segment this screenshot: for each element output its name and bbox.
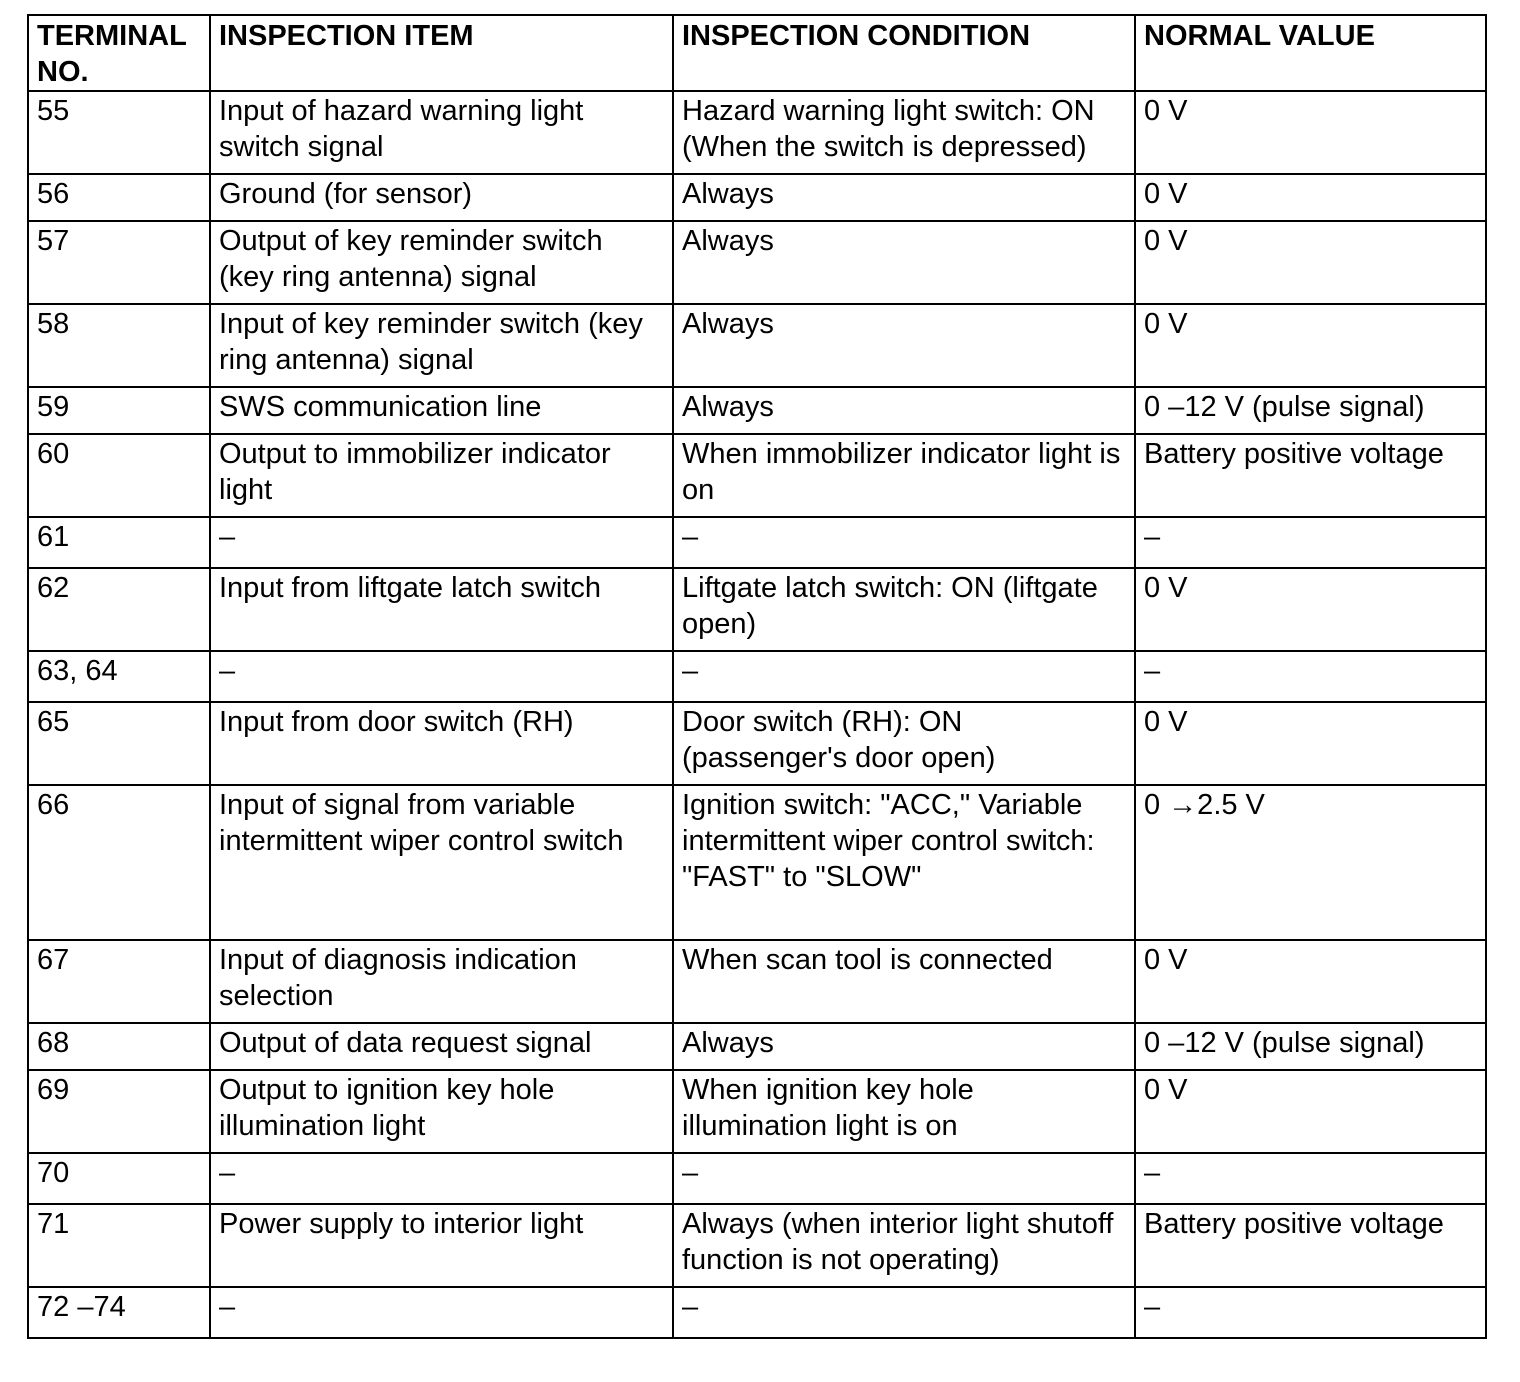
terminal-cell: 67 xyxy=(28,940,210,1023)
value-cell: 0 →2.5 V xyxy=(1135,785,1486,940)
value-cell: 0 V xyxy=(1135,702,1486,785)
item-cell: Output to immobilizer indicator light xyxy=(210,434,673,517)
terminal-cell: 55 xyxy=(28,91,210,174)
terminal-cell: 63, 64 xyxy=(28,651,210,702)
condition-cell: Ignition switch: "ACC," Variable intermittent wiper control switch: "FAST" to "SLOW" xyxy=(673,785,1135,940)
condition-cell: Always xyxy=(673,221,1135,304)
terminal-cell: 56 xyxy=(28,174,210,221)
header-terminal-no: TERMINAL NO. xyxy=(28,15,210,91)
value-cell: Battery positive voltage xyxy=(1135,434,1486,517)
inspection-table xyxy=(27,14,1487,1339)
terminal-cell: 69 xyxy=(28,1070,210,1153)
value-cell: 0 V xyxy=(1135,91,1486,174)
table-row xyxy=(28,785,1486,940)
table-row xyxy=(28,1204,1486,1287)
terminal-cell: 59 xyxy=(28,387,210,434)
terminal-cell: 61 xyxy=(28,517,210,568)
table-row xyxy=(28,434,1486,517)
value-cell: 0 V xyxy=(1135,568,1486,651)
value-cell: 0 V xyxy=(1135,304,1486,387)
table-row xyxy=(28,702,1486,785)
table-row xyxy=(28,304,1486,387)
condition-cell: When scan tool is connected xyxy=(673,940,1135,1023)
table-row xyxy=(28,387,1486,434)
item-cell: Output of data request signal xyxy=(210,1023,673,1070)
terminal-cell: 57 xyxy=(28,221,210,304)
value-cell: 0 –12 V (pulse signal) xyxy=(1135,387,1486,434)
table-row xyxy=(28,1070,1486,1153)
header-row xyxy=(28,15,1486,91)
item-cell: Output to ignition key hole illumination light xyxy=(210,1070,673,1153)
item-cell: Input from door switch (RH) xyxy=(210,702,673,785)
item-cell: – xyxy=(210,517,673,568)
terminal-cell: 60 xyxy=(28,434,210,517)
condition-cell: Always xyxy=(673,174,1135,221)
condition-cell: Always xyxy=(673,1023,1135,1070)
condition-cell: – xyxy=(673,1287,1135,1338)
item-cell: – xyxy=(210,651,673,702)
table-row xyxy=(28,1023,1486,1070)
condition-cell: – xyxy=(673,1153,1135,1204)
item-cell: Output of key reminder switch (key ring antenna) signal xyxy=(210,221,673,304)
condition-cell: Always xyxy=(673,387,1135,434)
terminal-cell: 65 xyxy=(28,702,210,785)
item-cell: Input of hazard warning light switch signal xyxy=(210,91,673,174)
item-cell: – xyxy=(210,1153,673,1204)
header-inspection-item: INSPECTION ITEM xyxy=(210,15,673,91)
terminal-cell: 68 xyxy=(28,1023,210,1070)
value-cell: 0 V xyxy=(1135,1070,1486,1153)
condition-cell: – xyxy=(673,517,1135,568)
terminal-cell: 66 xyxy=(28,785,210,940)
table-row xyxy=(28,651,1486,702)
terminal-cell: 72 –74 xyxy=(28,1287,210,1338)
table-row xyxy=(28,91,1486,174)
item-cell: Ground (for sensor) xyxy=(210,174,673,221)
header-normal-value: NORMAL VALUE xyxy=(1135,15,1486,91)
item-cell: Input of diagnosis indication selection xyxy=(210,940,673,1023)
terminal-cell: 62 xyxy=(28,568,210,651)
terminal-cell: 70 xyxy=(28,1153,210,1204)
header-inspection-condition: INSPECTION CONDITION xyxy=(673,15,1135,91)
item-cell: – xyxy=(210,1287,673,1338)
table-row xyxy=(28,1153,1486,1204)
terminal-cell: 58 xyxy=(28,304,210,387)
terminal-cell: 71 xyxy=(28,1204,210,1287)
item-cell: Input from liftgate latch switch xyxy=(210,568,673,651)
condition-cell: Hazard warning light switch: ON (When the switch is depressed) xyxy=(673,91,1135,174)
value-cell: 0 V xyxy=(1135,221,1486,304)
condition-cell: Liftgate latch switch: ON (liftgate open) xyxy=(673,568,1135,651)
value-cell: Battery positive voltage xyxy=(1135,1204,1486,1287)
value-cell: – xyxy=(1135,517,1486,568)
table-row xyxy=(28,221,1486,304)
value-cell: 0 V xyxy=(1135,174,1486,221)
table-row xyxy=(28,517,1486,568)
table-row xyxy=(28,940,1486,1023)
condition-cell: When ignition key hole illumination light is on xyxy=(673,1070,1135,1153)
condition-cell: Always (when interior light shutoff function is not operating) xyxy=(673,1204,1135,1287)
value-cell: – xyxy=(1135,1287,1486,1338)
table-row xyxy=(28,1287,1486,1338)
item-cell: Input of key reminder switch (key ring antenna) signal xyxy=(210,304,673,387)
table-row xyxy=(28,568,1486,651)
condition-cell: – xyxy=(673,651,1135,702)
value-cell: – xyxy=(1135,651,1486,702)
condition-cell: When immobilizer indicator light is on xyxy=(673,434,1135,517)
item-cell: SWS communication line xyxy=(210,387,673,434)
item-cell: Input of signal from variable intermittent wiper control switch xyxy=(210,785,673,940)
condition-cell: Door switch (RH): ON (passenger's door open) xyxy=(673,702,1135,785)
table-row xyxy=(28,174,1486,221)
value-cell: – xyxy=(1135,1153,1486,1204)
condition-cell: Always xyxy=(673,304,1135,387)
item-cell: Power supply to interior light xyxy=(210,1204,673,1287)
value-cell: 0 V xyxy=(1135,940,1486,1023)
value-cell: 0 –12 V (pulse signal) xyxy=(1135,1023,1486,1070)
